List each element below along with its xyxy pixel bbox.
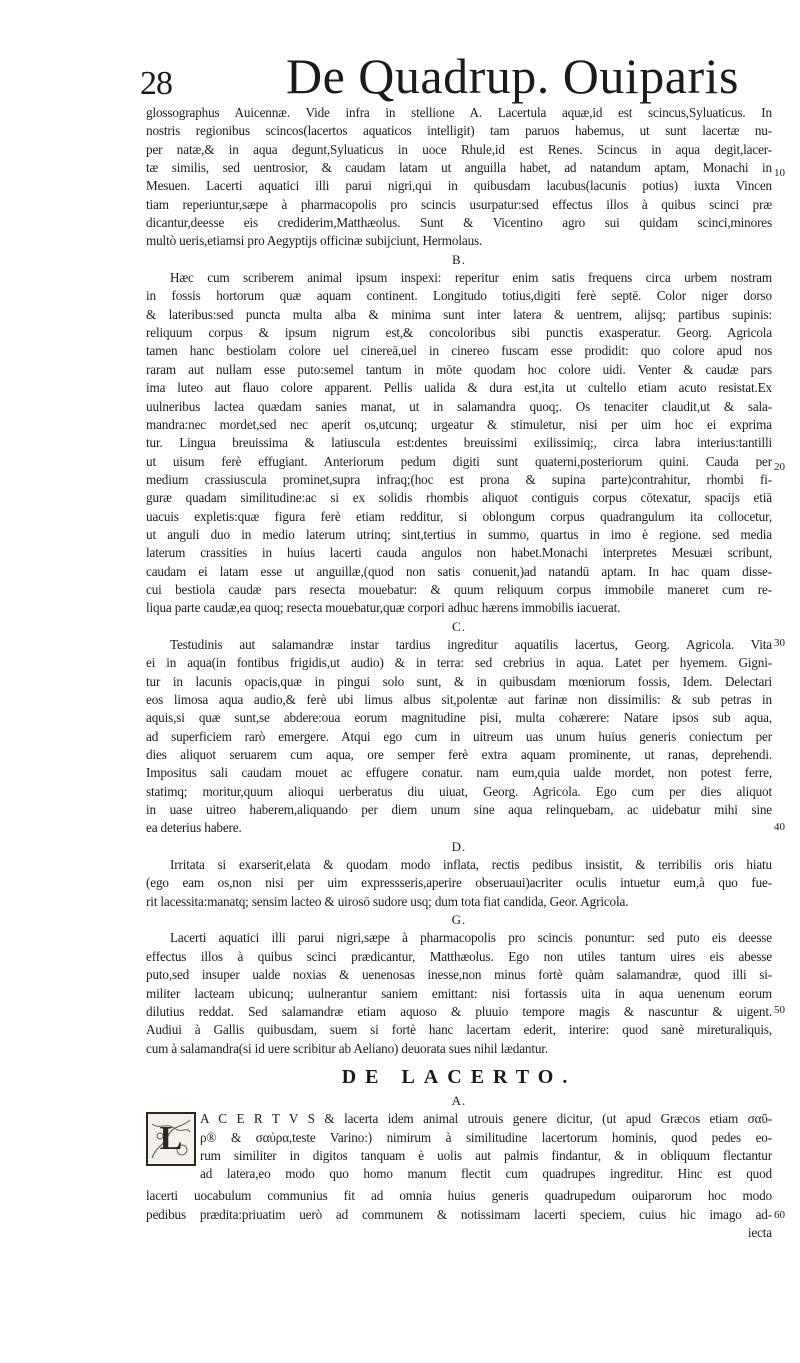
text-line: raram aut nullam esse puto:semel tantum in mōte quodam hoc colore uidi. Venter & caudæ pars (146, 361, 772, 377)
text-line: tiam reperiuntur,sæpe à pharmacopolis pro scincis usurpatur:sed effectus illos à quibus scinci præ (146, 196, 772, 212)
text-line: ut uisum ferè effugiant. Anteriorum pedum digiti sunt quaterni,posteriorum quini. Cauda per (146, 453, 772, 469)
text-line: reliquum corpus & ipsum nigrum est,& concoloribus sibi punctis exasperatur. Georg. Agricola (146, 325, 772, 341)
margin-line-number: 40 (774, 821, 785, 833)
margin-line-number: 50 (774, 1004, 785, 1016)
section-marker-b: B. (452, 251, 466, 267)
text-line: lacerti uocabulum communius fit ad omnia huius generis quadrupedum ouiparorum hoc modo (146, 1188, 772, 1204)
text-line: Audiui à Gallis quibusdam, suem si fortè hanc lacertam ederit, interire: quod sanè mireturaliquis, (146, 1022, 772, 1038)
text-line: dicantur,deesse eis crediderim,Matthæolus. Sunt & Vicentino agro sui quidam scinci,minores (146, 215, 772, 231)
text-line: ut anguli duo in medio laterum utrinq; sint,tertius in summo, quartus in imo è regione. sed media (146, 526, 772, 542)
section-c-paragraph (146, 636, 772, 838)
text-line: ima luteo aut flauo colore apparent. Pellis ualida & dura est,ita ut cultello etiam acuto resistat.Ex (146, 380, 772, 396)
text-line: ad superficiem rarò emergere. Atqui ego cum in uitreum uas unum huius generis coniectum per (146, 728, 772, 744)
section-marker-d: D. (451, 838, 467, 854)
margin-line-number: 30 (774, 637, 785, 649)
text-line: Mesuen. Lacerti aquatici illi parui nigri,qui in quibusdam lacubus(lacunis potius) iuxta Vincen (146, 178, 772, 194)
catchword: iecta (747, 1224, 772, 1240)
text-line: A C E R T V S & lacerta idem animal utrouis genere dicitur, (ut apud Græcos etiam σαῦ- (200, 1111, 772, 1127)
text-line: laterum crassities in huius lacerti cauda angulos non habet.Monachi interpretes Mesuæi scribunt, (146, 545, 772, 561)
margin-line-number: 60 (774, 1209, 785, 1221)
text-line: caudam ei latam esse ut anguillæ,(quod non satis conuenit,)ad natandū aptam. In hac quam disse- (146, 563, 772, 579)
text-line: (ego eam os,non nisi per uim expressseris,aperire obseruaui)acriter oculis intuetur eum,à quo fue- (146, 875, 772, 891)
section-b-paragraph (146, 269, 772, 618)
text-line: statimq; moritur,quum alioqui uerberatus diu uiuat, Georg. Agricola. Ego cum per dies aliquot (146, 783, 772, 799)
section-marker-a: A. (451, 1092, 467, 1108)
text-line: in uase uitreo haberem,aliquando per diem unum sine aqua relinquebam, ac uidebatur mihi sine (146, 802, 772, 818)
text-line: in fossis hortorum quæ aquam continent. Longitudo totius,digiti ferè septē. Color niger dorso (146, 288, 772, 304)
text-line: tur. Lingua breuissima & latiuscula est:dentes breuissimi exilissimiq;, circa labra interius:tantilli (146, 435, 772, 451)
initial-letter: L (159, 1120, 183, 1158)
page-header (140, 48, 780, 108)
section-d-paragraph (146, 856, 772, 911)
text-line: effectus illos à quibus scinci prædicantur, Matthæolus. Ego non utiles tantum uires eis abesse (146, 948, 772, 964)
text-line: rit lacessita:manatq; sensim lacteo & uirosō sudore usq; dum tota fiat candida, Geor. Agricola. (146, 893, 629, 909)
text-line: eos limosa aqua audio,& ferè ubi limus albus sit,polentæ aut farinæ non dissimilis: & sub petras in (146, 692, 772, 707)
text-line: pedibus prædita:priuatim uerò ad communem & notissimam lacerti speciem, cuius hic imago ad- (146, 1206, 772, 1222)
text-line: Hæc cum scriberem animal ipsum inspexi: reperitur enim satis frequens circa urbem nostram (170, 270, 772, 286)
text-line: per natæ,& in aqua degunt,Syluaticus in uoce Rhule,id est Renes. Scincus in aqua degit,lacer- (146, 141, 772, 157)
text-line: tamen hanc bestiolam colore uel cinereā,uel in cinereo fuscam esse prodidit: quo colore apud nos (146, 343, 772, 359)
decorated-initial (146, 1112, 196, 1166)
text-line: ea deterius habere. (146, 820, 242, 836)
text-line: ρ® & σαύρα,teste Varino:) nimirum à similitudine lacertorum hominis, quod pedes eo- (200, 1129, 772, 1145)
text-line: Irritata si exarserit,elata & quodam modo inflata, rectis pedibus insistit, & terribilis oris hiatu (170, 857, 772, 873)
section-marker-g: G. (451, 912, 467, 928)
text-line: tur in lacunis opacis,quæ in pingui solo sunt, & in quibusdam mœniorum fossis, Idem. Delectari (146, 673, 772, 689)
text-line: dilutius reddat. Sed salamandræ etiam aquoso & pluuio tempore magis & nascuntur & uigent. (146, 1003, 772, 1019)
text-line: tæ similis, sed uentrosior, & caudam latam ut anguilla habet, ad natandum aptam, Monachi in (146, 160, 772, 176)
text-line: Testudinis aut salamandræ instar tardius ingreditur aquatilis lacertus, Georg. Agricola. Vita (170, 636, 772, 652)
initial-paragraph-lines (200, 1110, 772, 1183)
running-title: De Quadrup. Ouiparis (286, 48, 739, 104)
text-line: militer lacteam ubicunq; uulnerantur saniem emittant: nisi fortassis uita in aqua uenenum eorum (146, 985, 772, 1001)
text-line: uulneribus lactea quædam sanies manat, ut in salamandra quoq;. Os tenaciter claudit,ut & sala- (146, 398, 772, 414)
text-line: multò ueris,etiamsi pro Aegyptijs officinæ subijciunt, Hermolaus. (146, 233, 483, 249)
text-line: ad latera,eo modo quo homo manum flectit cum quadrupes ingreditur. Hinc est quod (200, 1166, 772, 1182)
decorated-initial-block (146, 1110, 772, 1187)
text-line: dies aliquot seruarem cum aqua, ore semper ferè extra aquam prominente, ut ranas, deprehendi. (146, 747, 772, 763)
text-line: liqua parte caudæ,ea quoq; resecta mouebatur,quæ corpori adhuc hærens immobilis iacuerat. (146, 600, 621, 616)
text-line: aquis,si quæ sunt,se abdere:oua eorum magnitudine pisi, multa cohærere: Natare ipsos sub aqua, (146, 710, 772, 726)
body-text (146, 104, 772, 1242)
text-line: cui bestiola caudæ pars resecta mouebatur: & quum reliquum corpus immobile maneret cum re- (146, 581, 772, 597)
section-a-paragraph (146, 104, 772, 251)
text-line: guræ quadam similitudine:ac si ex solidis rhombis aliquot contiguis corpus cōtexatur, spacijs etiā (146, 490, 772, 506)
text-line: & lateribus:sed puncta multa alba & minima sunt inter latera & uentrem, alijsq; partibus supinis: (146, 306, 772, 322)
text-line: medium crassiuscula prominet,supra infraq;(hoc est prona & supina parte)contrahitur, rhombi fi- (146, 471, 772, 487)
section-heading: DE LACERTO. (341, 1065, 577, 1088)
section-a2-paragraph (146, 1187, 772, 1242)
margin-line-number: 20 (774, 461, 785, 473)
text-line: cum à salamandra(si id uere scribitur ab Aeliano) deuorata sues nihil lædantur. (146, 1040, 548, 1056)
text-line: puto,sed insuper ualde noxias & uenenosas inesse,non minus fortè quàm salamandræ, quod illi si- (146, 967, 772, 983)
text-line: rum similiter in digitos tanquam è uolis aut palmis findantur, & in obliquum flectantur (200, 1147, 772, 1163)
section-g-paragraph (146, 929, 772, 1057)
section-marker-c: C. (452, 618, 466, 634)
page-number: 28 (140, 65, 172, 102)
text-line: mandra:nec mordet,sed nec aperit os,utcunq; urgeatur & stimuletur, nisi per uim hoc ei exprima (146, 416, 772, 432)
text-line: nostris regionibus scincos(lacertos aquaticos intelligit) tam paruos habemus, ut sunt lacertæ nu- (146, 123, 772, 139)
text-line: ei in aqua(in fontibus frigidis,ut audio) & in terra: sed crebrius in aqua. Latet per hyemem. Gigni- (146, 655, 772, 671)
text-line: glossographus Auicennæ. Vide infra in stellione A. Lacertula aquæ,id est scincus,Syluaticus. In (146, 105, 772, 120)
margin-line-number: 10 (774, 167, 785, 179)
text-line: Lacerti aquatici illi parui nigri,sæpe à pharmacopolis pro scincis ponuntur: sed puto eis deesse (170, 930, 772, 946)
text-line: Impositus sali caudam mouet ac effugere conatur. nam eum,quia ualde mordet, non potest ferre, (146, 765, 772, 781)
text-line: uacuis expletis:quæ figura ferè etiam redditur, si oblongum corpus quadrangulum ita collocetur, (146, 508, 772, 524)
